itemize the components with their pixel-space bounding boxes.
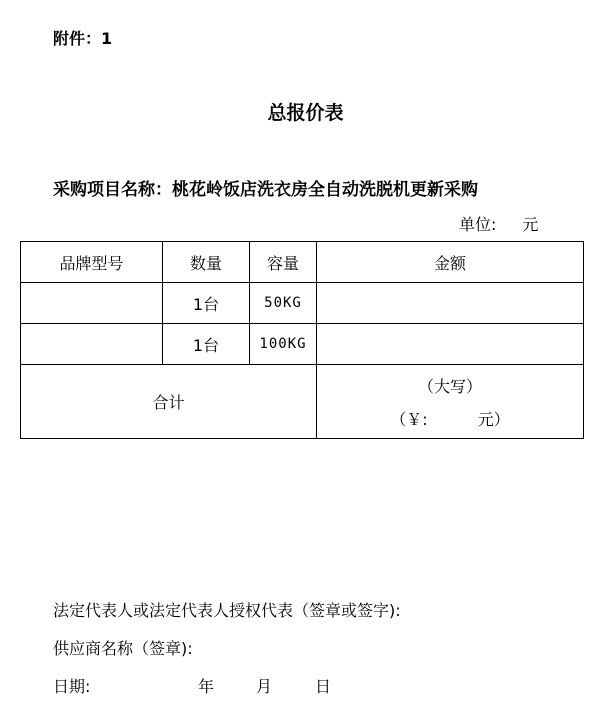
total-row <box>21 365 584 439</box>
date-label: 日期: <box>53 677 91 696</box>
total-yuan-prefix: （￥: <box>390 409 428 429</box>
header-capacity: 容量 <box>250 242 317 283</box>
total-uppercase: （大写） <box>417 376 482 396</box>
unit-line <box>459 212 538 235</box>
table-row <box>21 324 584 365</box>
date-month: 月 <box>256 677 273 696</box>
total-yuan-line <box>317 407 583 430</box>
cell-brand[interactable] <box>21 324 163 365</box>
cell-capacity: 50KG <box>250 283 317 324</box>
date-year: 年 <box>198 677 215 696</box>
header-amount: 金额 <box>317 242 584 283</box>
cell-quantity: 1台 <box>163 324 250 365</box>
cell-capacity: 100KG <box>250 324 317 365</box>
header-brand-model: 品牌型号 <box>21 242 163 283</box>
cell-amount[interactable] <box>317 324 584 365</box>
project-name-value: 桃花岭饭店洗衣房全自动洗脱机更新采购 <box>172 180 478 200</box>
table-header-row <box>21 242 584 283</box>
cell-quantity: 1台 <box>163 283 250 324</box>
header-quantity: 数量 <box>163 242 250 283</box>
total-amount-cell[interactable] <box>317 365 584 439</box>
project-name-line <box>53 175 478 200</box>
project-name-label: 采购项目名称： <box>53 180 172 200</box>
date-day: 日 <box>315 677 332 696</box>
cell-amount[interactable] <box>317 283 584 324</box>
attachment-label: 附件：1 <box>53 29 113 48</box>
table-row <box>21 283 584 324</box>
cell-brand[interactable] <box>21 283 163 324</box>
quote-table <box>20 241 584 439</box>
unit-value: 元 <box>522 215 539 234</box>
supplier-name-line: 供应商名称（签章): <box>53 639 193 658</box>
total-label: 合计 <box>21 365 317 439</box>
total-yuan-suffix: 元） <box>477 409 510 429</box>
page-title: 总报价表 <box>267 102 344 124</box>
unit-label: 单位: <box>459 215 497 234</box>
representative-signature-line: 法定代表人或法定代表人授权代表（签章或签字): <box>53 601 401 620</box>
